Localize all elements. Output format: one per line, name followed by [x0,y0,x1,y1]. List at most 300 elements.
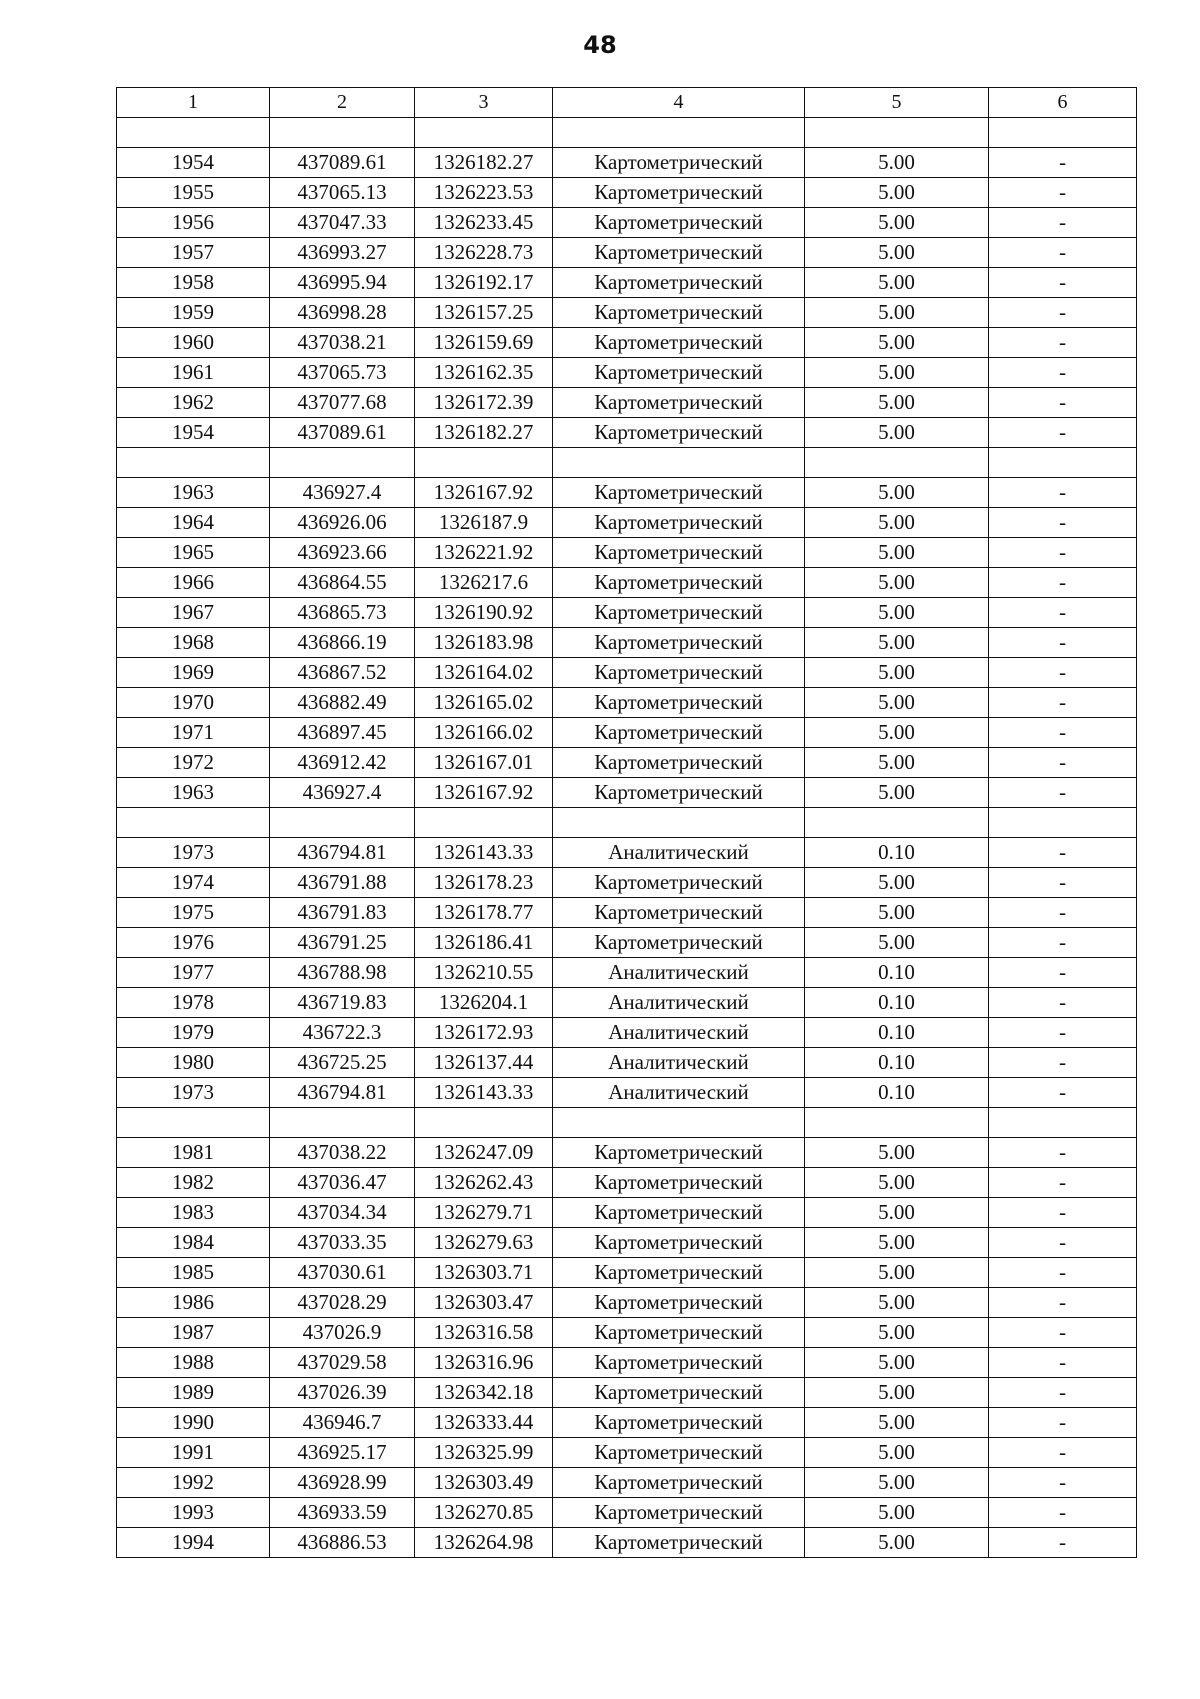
method-cell: Картометрический [553,208,805,238]
method-cell: Картометрический [553,238,805,268]
x-coordinate-cell: 436946.7 [270,1408,415,1438]
y-coordinate-cell: 1326192.17 [415,268,553,298]
method-cell: Картометрический [553,1348,805,1378]
method-cell: Картометрический [553,1318,805,1348]
point-number-cell: 1981 [117,1138,270,1168]
note-cell: - [989,568,1137,598]
table-row [117,748,1137,778]
table-row [117,148,1137,178]
y-coordinate-cell: 1326164.02 [415,658,553,688]
x-coordinate-cell: 436998.28 [270,298,415,328]
y-coordinate-cell: 1326210.55 [415,958,553,988]
y-coordinate-cell: 1326270.85 [415,1498,553,1528]
x-coordinate-cell: 437034.34 [270,1198,415,1228]
method-cell: Картометрический [553,928,805,958]
method-cell: Картометрический [553,1198,805,1228]
note-cell: - [989,538,1137,568]
x-coordinate-cell: 436867.52 [270,658,415,688]
accuracy-cell: 0.10 [805,958,989,988]
point-number-cell: 1993 [117,1498,270,1528]
point-number-cell: 1983 [117,1198,270,1228]
method-cell: Картометрический [553,328,805,358]
point-number-cell: 1991 [117,1438,270,1468]
note-cell: - [989,928,1137,958]
y-coordinate-cell: 1326159.69 [415,328,553,358]
accuracy-cell [805,1108,989,1138]
table-row [117,598,1137,628]
table-row [117,328,1137,358]
x-coordinate-cell: 436864.55 [270,568,415,598]
point-number-cell: 1965 [117,538,270,568]
note-cell: - [989,628,1137,658]
y-coordinate-cell: 1326247.09 [415,1138,553,1168]
y-coordinate-cell: 1326316.58 [415,1318,553,1348]
point-number-cell: 1974 [117,868,270,898]
x-coordinate-cell: 437033.35 [270,1228,415,1258]
table-row [117,898,1137,928]
x-coordinate-cell: 437038.22 [270,1138,415,1168]
column-header-1: 1 [117,88,270,118]
y-coordinate-cell: 1326221.92 [415,538,553,568]
separator-row [117,118,1137,148]
accuracy-cell: 5.00 [805,928,989,958]
method-cell: Картометрический [553,268,805,298]
column-header-3: 3 [415,88,553,118]
accuracy-cell: 0.10 [805,1018,989,1048]
point-number-cell: 1989 [117,1378,270,1408]
note-cell: - [989,148,1137,178]
point-number-cell: 1982 [117,1168,270,1198]
method-cell: Картометрический [553,1228,805,1258]
x-coordinate-cell: 436912.42 [270,748,415,778]
point-number-cell: 1975 [117,898,270,928]
point-number-cell: 1990 [117,1408,270,1438]
table-row [117,838,1137,868]
x-coordinate-cell: 436933.59 [270,1498,415,1528]
x-coordinate-cell: 436928.99 [270,1468,415,1498]
method-cell [553,448,805,478]
point-number-cell: 1956 [117,208,270,238]
table-row [117,688,1137,718]
accuracy-cell: 5.00 [805,1378,989,1408]
table-row [117,418,1137,448]
note-cell: - [989,508,1137,538]
y-coordinate-cell: 1326143.33 [415,838,553,868]
note-cell: - [989,1018,1137,1048]
separator-row [117,1108,1137,1138]
method-cell: Аналитический [553,958,805,988]
accuracy-cell: 5.00 [805,1318,989,1348]
y-coordinate-cell: 1326186.41 [415,928,553,958]
method-cell: Аналитический [553,988,805,1018]
x-coordinate-cell: 437038.21 [270,328,415,358]
accuracy-cell: 5.00 [805,1348,989,1378]
accuracy-cell: 5.00 [805,688,989,718]
accuracy-cell: 5.00 [805,238,989,268]
point-number-cell: 1966 [117,568,270,598]
note-cell: - [989,658,1137,688]
point-number-cell: 1962 [117,388,270,418]
accuracy-cell: 5.00 [805,1468,989,1498]
table-row [117,988,1137,1018]
note-cell: - [989,1228,1137,1258]
y-coordinate-cell: 1326204.1 [415,988,553,1018]
note-cell: - [989,1198,1137,1228]
x-coordinate-cell: 437047.33 [270,208,415,238]
method-cell: Картометрический [553,1168,805,1198]
separator-row [117,808,1137,838]
point-number-cell: 1976 [117,928,270,958]
y-coordinate-cell: 1326183.98 [415,628,553,658]
y-coordinate-cell: 1326223.53 [415,178,553,208]
point-number-cell: 1985 [117,1258,270,1288]
table-row [117,718,1137,748]
accuracy-cell: 5.00 [805,658,989,688]
point-number-cell: 1979 [117,1018,270,1048]
point-number-cell: 1957 [117,238,270,268]
y-coordinate-cell [415,118,553,148]
x-coordinate-cell: 436923.66 [270,538,415,568]
note-cell: - [989,1258,1137,1288]
note-cell: - [989,1288,1137,1318]
table-row [117,1498,1137,1528]
point-number-cell: 1959 [117,298,270,328]
x-coordinate-cell: 436993.27 [270,238,415,268]
y-coordinate-cell [415,1108,553,1138]
point-number-cell: 1968 [117,628,270,658]
table-row [117,1438,1137,1468]
method-cell: Картометрический [553,778,805,808]
y-coordinate-cell [415,808,553,838]
point-number-cell: 1955 [117,178,270,208]
x-coordinate-cell [270,118,415,148]
table-row [117,1168,1137,1198]
point-number-cell [117,118,270,148]
y-coordinate-cell: 1326279.71 [415,1198,553,1228]
y-coordinate-cell: 1326325.99 [415,1438,553,1468]
table-row [117,1408,1137,1438]
x-coordinate-cell: 436788.98 [270,958,415,988]
method-cell: Картометрический [553,1498,805,1528]
note-cell: - [989,1378,1137,1408]
point-number-cell: 1958 [117,268,270,298]
table-row [117,568,1137,598]
point-number-cell: 1978 [117,988,270,1018]
note-cell: - [989,1468,1137,1498]
method-cell: Картометрический [553,538,805,568]
method-cell: Картометрический [553,298,805,328]
x-coordinate-cell: 436927.4 [270,778,415,808]
y-coordinate-cell: 1326262.43 [415,1168,553,1198]
method-cell: Картометрический [553,388,805,418]
table-row [117,1378,1137,1408]
note-cell: - [989,1048,1137,1078]
method-cell: Картометрический [553,1468,805,1498]
y-coordinate-cell: 1326233.45 [415,208,553,238]
accuracy-cell: 5.00 [805,1528,989,1558]
x-coordinate-cell: 437065.13 [270,178,415,208]
method-cell: Картометрический [553,598,805,628]
method-cell: Картометрический [553,358,805,388]
point-number-cell: 1960 [117,328,270,358]
accuracy-cell: 0.10 [805,838,989,868]
table-row [117,628,1137,658]
x-coordinate-cell: 437065.73 [270,358,415,388]
y-coordinate-cell: 1326217.6 [415,568,553,598]
note-cell: - [989,898,1137,928]
accuracy-cell [805,808,989,838]
note-cell: - [989,208,1137,238]
x-coordinate-cell: 436995.94 [270,268,415,298]
x-coordinate-cell: 436794.81 [270,1078,415,1108]
note-cell: - [989,958,1137,988]
method-cell: Картометрический [553,508,805,538]
table-row [117,958,1137,988]
table-row [117,178,1137,208]
point-number-cell: 1987 [117,1318,270,1348]
note-cell: - [989,298,1137,328]
x-coordinate-cell: 437029.58 [270,1348,415,1378]
y-coordinate-cell: 1326178.23 [415,868,553,898]
method-cell: Картометрический [553,1138,805,1168]
x-coordinate-cell: 436794.81 [270,838,415,868]
method-cell: Картометрический [553,1528,805,1558]
accuracy-cell: 5.00 [805,1138,989,1168]
note-cell: - [989,478,1137,508]
x-coordinate-cell: 436791.83 [270,898,415,928]
point-number-cell: 1964 [117,508,270,538]
accuracy-cell: 5.00 [805,748,989,778]
point-number-cell: 1954 [117,418,270,448]
method-cell: Картометрический [553,748,805,778]
point-number-cell [117,448,270,478]
x-coordinate-cell: 436791.88 [270,868,415,898]
method-cell: Картометрический [553,658,805,688]
note-cell: - [989,268,1137,298]
y-coordinate-cell: 1326157.25 [415,298,553,328]
accuracy-cell: 5.00 [805,628,989,658]
x-coordinate-cell: 436791.25 [270,928,415,958]
accuracy-cell: 0.10 [805,988,989,1018]
column-header-5: 5 [805,88,989,118]
coordinates-table [116,87,1137,1558]
table-row [117,298,1137,328]
x-coordinate-cell [270,448,415,478]
table-body [117,118,1137,1558]
point-number-cell: 1988 [117,1348,270,1378]
note-cell: - [989,988,1137,1018]
point-number-cell: 1973 [117,838,270,868]
table-row [117,1288,1137,1318]
table-row [117,1528,1137,1558]
x-coordinate-cell: 436866.19 [270,628,415,658]
table-row [117,268,1137,298]
x-coordinate-cell: 437026.39 [270,1378,415,1408]
method-cell: Аналитический [553,1018,805,1048]
accuracy-cell: 5.00 [805,898,989,928]
y-coordinate-cell: 1326165.02 [415,688,553,718]
table-row [117,478,1137,508]
x-coordinate-cell [270,1108,415,1138]
accuracy-cell: 5.00 [805,568,989,598]
y-coordinate-cell: 1326303.47 [415,1288,553,1318]
accuracy-cell: 5.00 [805,298,989,328]
accuracy-cell: 5.00 [805,1258,989,1288]
accuracy-cell: 5.00 [805,1498,989,1528]
x-coordinate-cell: 436886.53 [270,1528,415,1558]
table-row [117,508,1137,538]
note-cell: - [989,718,1137,748]
point-number-cell: 1961 [117,358,270,388]
accuracy-cell: 5.00 [805,1438,989,1468]
accuracy-cell: 5.00 [805,1198,989,1228]
accuracy-cell: 5.00 [805,328,989,358]
accuracy-cell: 5.00 [805,538,989,568]
table-row [117,238,1137,268]
point-number-cell [117,808,270,838]
x-coordinate-cell: 437077.68 [270,388,415,418]
method-cell: Картометрический [553,1438,805,1468]
method-cell [553,808,805,838]
y-coordinate-cell: 1326316.96 [415,1348,553,1378]
method-cell: Картометрический [553,1288,805,1318]
y-coordinate-cell: 1326172.39 [415,388,553,418]
point-number-cell: 1954 [117,148,270,178]
x-coordinate-cell: 437028.29 [270,1288,415,1318]
note-cell: - [989,838,1137,868]
point-number-cell: 1994 [117,1528,270,1558]
y-coordinate-cell: 1326178.77 [415,898,553,928]
y-coordinate-cell: 1326182.27 [415,418,553,448]
table-row [117,538,1137,568]
y-coordinate-cell: 1326167.92 [415,478,553,508]
accuracy-cell: 5.00 [805,508,989,538]
method-cell: Картометрический [553,718,805,748]
column-header-2: 2 [270,88,415,118]
y-coordinate-cell: 1326228.73 [415,238,553,268]
note-cell: - [989,1318,1137,1348]
table-row [117,928,1137,958]
point-number-cell [117,1108,270,1138]
header-row [117,88,1137,118]
method-cell: Картометрический [553,1258,805,1288]
table-row [117,1348,1137,1378]
table-row [117,868,1137,898]
point-number-cell: 1986 [117,1288,270,1318]
point-number-cell: 1973 [117,1078,270,1108]
point-number-cell: 1972 [117,748,270,778]
point-number-cell: 1977 [117,958,270,988]
y-coordinate-cell: 1326342.18 [415,1378,553,1408]
x-coordinate-cell: 437089.61 [270,418,415,448]
note-cell: - [989,1408,1137,1438]
x-coordinate-cell: 436719.83 [270,988,415,1018]
y-coordinate-cell: 1326264.98 [415,1528,553,1558]
note-cell [989,808,1137,838]
x-coordinate-cell: 436927.4 [270,478,415,508]
y-coordinate-cell: 1326167.01 [415,748,553,778]
y-coordinate-cell: 1326137.44 [415,1048,553,1078]
y-coordinate-cell: 1326166.02 [415,718,553,748]
table-row [117,388,1137,418]
note-cell: - [989,1348,1137,1378]
table-row [117,358,1137,388]
x-coordinate-cell: 436882.49 [270,688,415,718]
note-cell: - [989,598,1137,628]
note-cell: - [989,418,1137,448]
x-coordinate-cell: 437089.61 [270,148,415,178]
x-coordinate-cell [270,808,415,838]
y-coordinate-cell: 1326167.92 [415,778,553,808]
note-cell: - [989,238,1137,268]
x-coordinate-cell: 437036.47 [270,1168,415,1198]
method-cell: Аналитический [553,1048,805,1078]
note-cell: - [989,1078,1137,1108]
x-coordinate-cell: 437026.9 [270,1318,415,1348]
accuracy-cell [805,118,989,148]
method-cell: Картометрический [553,688,805,718]
accuracy-cell: 5.00 [805,208,989,238]
accuracy-cell: 5.00 [805,1168,989,1198]
point-number-cell: 1984 [117,1228,270,1258]
point-number-cell: 1992 [117,1468,270,1498]
page-number: 48 [583,31,617,59]
accuracy-cell: 5.00 [805,148,989,178]
note-cell: - [989,778,1137,808]
method-cell [553,118,805,148]
note-cell [989,118,1137,148]
accuracy-cell: 5.00 [805,1228,989,1258]
accuracy-cell: 5.00 [805,778,989,808]
accuracy-cell: 5.00 [805,1288,989,1318]
note-cell [989,1108,1137,1138]
table-row [117,1468,1137,1498]
y-coordinate-cell: 1326143.33 [415,1078,553,1108]
point-number-cell: 1970 [117,688,270,718]
point-number-cell: 1971 [117,718,270,748]
point-number-cell: 1969 [117,658,270,688]
note-cell: - [989,388,1137,418]
note-cell: - [989,1498,1137,1528]
table-row [117,778,1137,808]
accuracy-cell: 5.00 [805,718,989,748]
y-coordinate-cell: 1326303.71 [415,1258,553,1288]
accuracy-cell [805,448,989,478]
accuracy-cell: 5.00 [805,598,989,628]
note-cell: - [989,1438,1137,1468]
column-header-4: 4 [553,88,805,118]
x-coordinate-cell: 436925.17 [270,1438,415,1468]
point-number-cell: 1980 [117,1048,270,1078]
note-cell: - [989,358,1137,388]
x-coordinate-cell: 436926.06 [270,508,415,538]
point-number-cell: 1963 [117,478,270,508]
table-row [117,208,1137,238]
x-coordinate-cell: 436725.25 [270,1048,415,1078]
accuracy-cell: 5.00 [805,868,989,898]
accuracy-cell: 0.10 [805,1078,989,1108]
note-cell: - [989,1528,1137,1558]
column-header-6: 6 [989,88,1137,118]
note-cell: - [989,1138,1137,1168]
y-coordinate-cell: 1326182.27 [415,148,553,178]
x-coordinate-cell: 436722.3 [270,1018,415,1048]
note-cell: - [989,868,1137,898]
table-row [117,1258,1137,1288]
method-cell: Аналитический [553,838,805,868]
accuracy-cell: 5.00 [805,178,989,208]
y-coordinate-cell: 1326187.9 [415,508,553,538]
